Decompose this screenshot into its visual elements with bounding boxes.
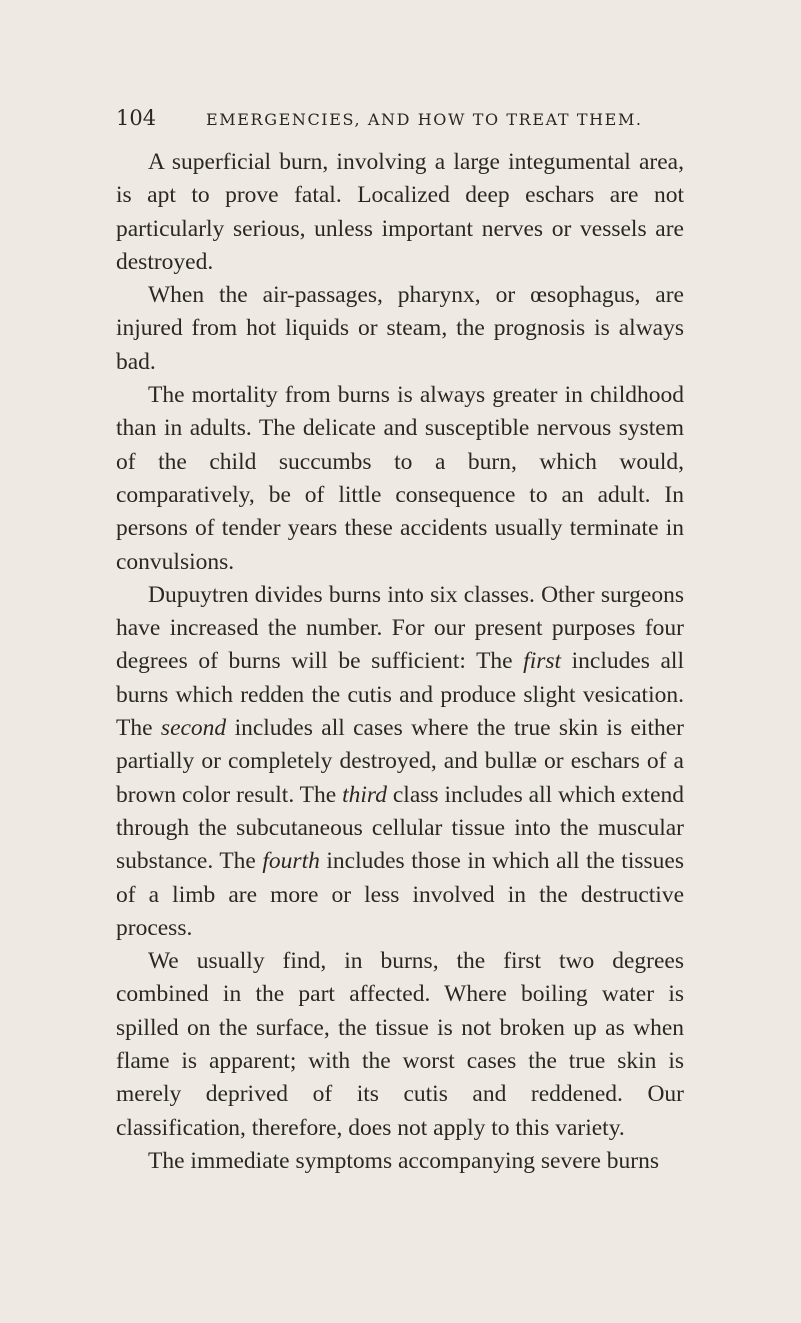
paragraph-mortality: The mortality from burns is always greater in childhood than in adults. The delicate and susceptible nervous system of the child succumbs to a burn, which would, comparatively, be of little consequence to an adult. In persons of tender years these accidents usually terminate in convulsions.	[116, 382, 684, 575]
degree-third-term: third	[342, 781, 387, 808]
degree-second-term: second	[160, 715, 227, 742]
degrees-text-3: includes all cases where the true skin is either partially or completely destroyed, and bullæ or eschars of a brown color result. The	[116, 715, 684, 808]
paragraph-superficial-burn: A superficial burn, involving a large integumental area, is apt to prove fatal. Localized deep eschars are not particularly serious, unless important nerves or vessels are destroyed.	[116, 149, 684, 275]
body-text	[116, 146, 684, 1178]
degree-first-term: first	[523, 648, 562, 675]
degrees-text-1: Dupuytren divides burns into six classes. Other surgeons have increased the number. For our present purposes four degrees of burns will be sufficient: The	[116, 581, 684, 675]
degrees-text-5: includes those in which all the tissues of a limb are more or less involved in the destructive process.	[116, 848, 684, 941]
page-header	[116, 104, 676, 134]
degrees-text-2: includes all burns which redden the cutis and produce slight vesication. The	[116, 648, 684, 742]
paragraph-combined-degrees: We usually find, in burns, the first two degrees combined in the part affected. Where boiling water is spilled on the surface, the tissue is not broken up as when flame is apparent; with the worst cases the true skin is merely deprived of its cutis and reddened. Our classification, therefore, does not apply to this variety.	[116, 948, 684, 1141]
degrees-text-4: class includes all which extend through the subcutaneous cellular tissue into the muscular substance. The	[116, 781, 685, 875]
page-number: 104	[116, 106, 157, 130]
paragraph-degrees-of-burns	[116, 579, 684, 945]
degree-fourth-term: fourth	[262, 848, 320, 875]
running-head: EMERGENCIES, AND HOW TO TREAT THEM.	[206, 110, 643, 129]
paragraph-air-passages: When the air-passages, pharynx, or œsophagus, are injured from hot liquids or steam, the prognosis is always bad.	[116, 282, 684, 375]
paragraph-immediate-symptoms: The immediate symptoms accompanying severe burns	[148, 1147, 659, 1174]
